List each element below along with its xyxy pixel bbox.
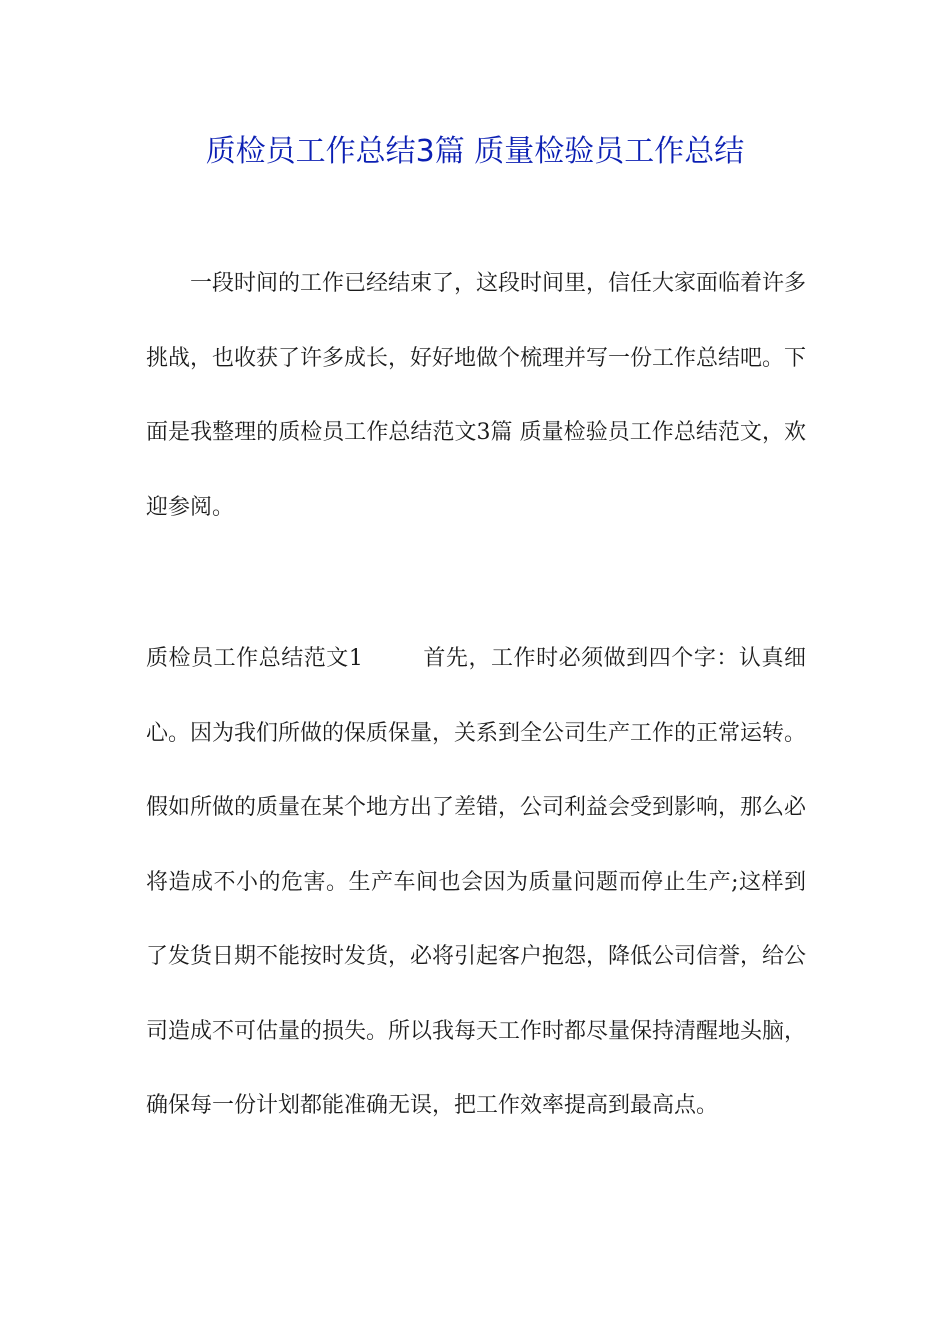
- section-paragraph: [146, 622, 806, 1144]
- section-label: 质检员工作总结范文1: [146, 646, 363, 671]
- document-title: 质检员工作总结3篇 质量检验员工作总结: [205, 134, 745, 169]
- section-body: 首先，工作时必须做到四个字：认真细心。因为我们所做的保质保量，关系到全公司生产工作的正常运转。假如所做的质量在某个地方出了差错，公司利益会受到影响，那么必将造成不小的危害。生产车间也会因为质量问题而停止生产;这样到了发货日期不能按时发货，必将引起客户抱怨，降低公司信誉，给公司造成不可估量的损失。所以我每天工作时都尽量保持清醒地头脑，确保每一份计划都能准确无误，把工作效率提高到最高点。: [146, 646, 807, 1118]
- intro-paragraph: 一段时间的工作已经结束了，这段时间里，信任大家面临着许多挑战，也收获了许多成长，好好地做个梳理并写一份工作总结吧。下面是我整理的质检员工作总结范文3篇 质量检验员工作总结范文，欢迎参阅。: [146, 271, 807, 520]
